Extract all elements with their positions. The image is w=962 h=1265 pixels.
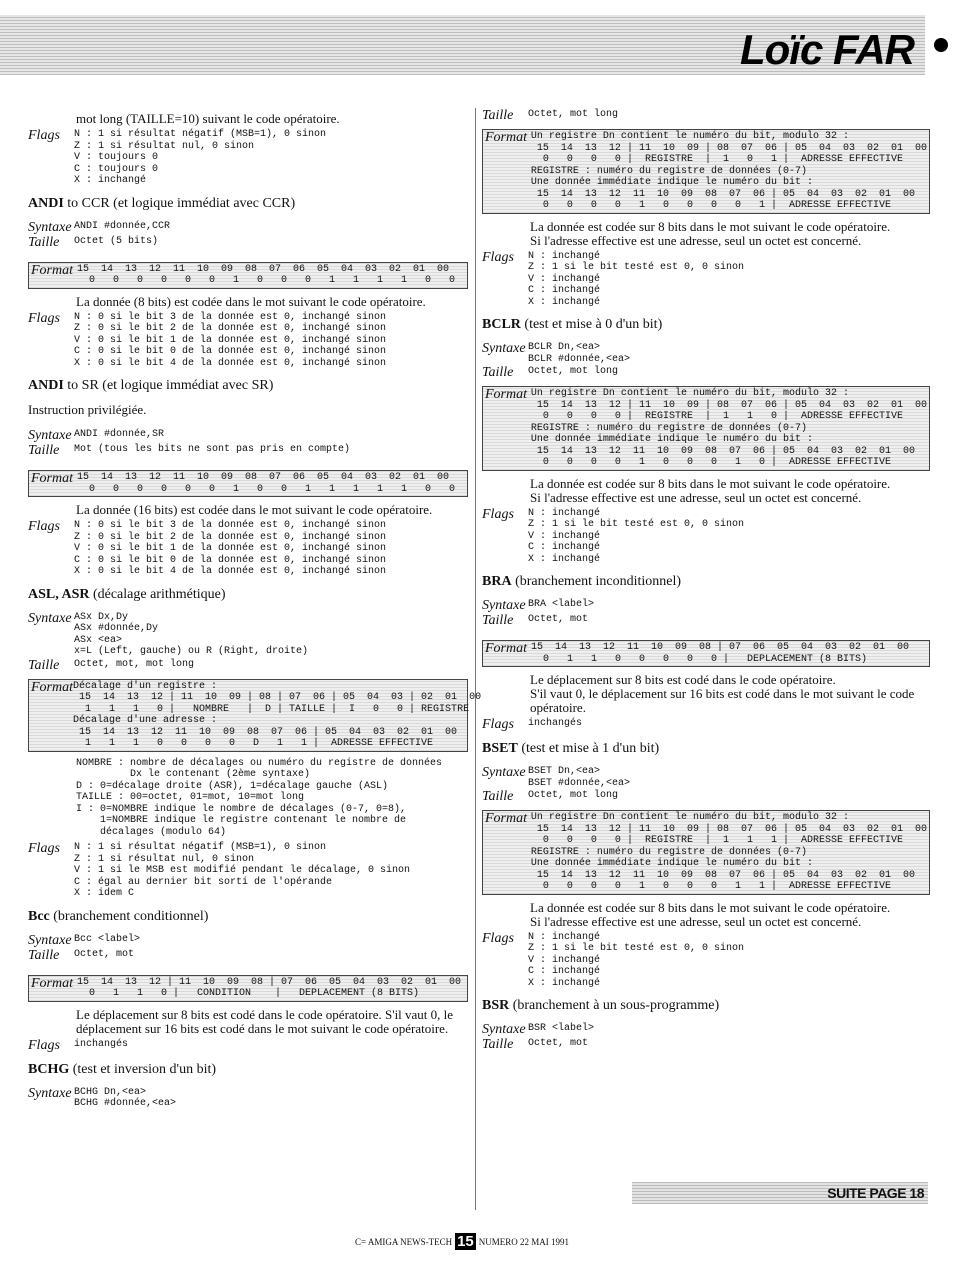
size-text: Octet, mot <box>528 1038 589 1049</box>
instr-name: ANDI <box>28 378 64 393</box>
page-number: 15 <box>457 1233 474 1250</box>
syntax-text: BCLR Dn,<ea> BCLR #donnée,<ea> <box>528 342 631 365</box>
section-andi-sr <box>28 379 468 393</box>
instr-desc: (branchement à un sous-programme) <box>512 998 720 1013</box>
flags-label: Flags <box>28 310 60 326</box>
format-box <box>28 262 468 289</box>
section-bchg <box>28 1063 468 1077</box>
format-grid: Décalage d'un registre : 15 14 13 12 | 11 10 09 | 08 | 07 06 | 05 04 03 | 02 01 00 1 1 1 0 | NOMBRE | D | TAILLE | I 0 0 | REGISTRE Décalage d'une adresse : 15 14 13 12 11 10 09 08 07 06 | 05 04 03 02 01 00 1 1 1 0 0 0 0 D 1 1 | ADRESSE EFFECTIVE <box>73 680 482 749</box>
syntaxe-label: Syntaxe <box>482 341 526 356</box>
instr-desc: to SR (et logique immédiat avec SR) <box>67 378 274 393</box>
column-divider <box>475 108 476 1210</box>
format-grid: 15 14 13 12 11 10 09 08 07 06 05 04 03 02 01 00 0 0 0 0 0 0 1 0 0 0 1 1 1 1 0 0 <box>77 263 456 286</box>
size-text: Octet (5 bits) <box>74 235 159 247</box>
desc-text: La donnée est codée sur 8 bits dans le mot suivant le code opératoire. Si l'adresse effective est une adresse, seul un octet est concerné. <box>530 218 891 248</box>
instr-desc: (branchement inconditionnel) <box>515 574 682 589</box>
desc-text: La donnée (8 bits) est codée dans le mot suivant le code opératoire. <box>76 293 426 309</box>
flags-text: N : inchangé Z : 1 si le bit testé est 0, 0 sinon V : inchangé C : inchangé X : inchangé <box>528 507 745 565</box>
flags-label: Flags <box>28 841 60 856</box>
section-bcc <box>28 910 468 924</box>
section-bset <box>482 742 930 756</box>
syntax-text: ANDI #donnée,SR <box>74 429 165 440</box>
taille-label: Taille <box>28 234 60 250</box>
instr-desc: (test et mise à 0 d'un bit) <box>524 317 663 332</box>
syntax-text: ASx Dx,Dy ASx #donnée,Dy ASx <ea> x=L (Left, gauche) ou R (Right, droite) <box>74 611 309 657</box>
desc-text: La donnée (16 bits) est codée dans le mot suivant le code opératoire. <box>76 502 433 517</box>
format-grid: 15 14 13 12 | 11 10 09 08 | 07 06 05 04 03 02 01 00 0 1 1 0 | CONDITION | DEPLACEMENT (8 BITS) <box>77 976 462 999</box>
size-text: Octet, mot <box>74 948 135 960</box>
syntaxe-label: Syntaxe <box>28 610 72 626</box>
instr-name: BCLR <box>482 317 521 332</box>
bullet-dot-icon <box>934 38 948 52</box>
instr-name: BSR <box>482 998 510 1013</box>
syntaxe-label: Syntaxe <box>28 932 72 948</box>
instr-name: ANDI <box>28 195 64 211</box>
flags-label: Flags <box>482 249 514 265</box>
taille-label: Taille <box>28 947 60 963</box>
format-grid: 15 14 13 12 11 10 09 08 07 06 05 04 03 02 01 00 0 0 0 0 0 0 1 0 0 1 1 1 1 1 0 0 <box>77 472 456 495</box>
section-asl <box>28 588 468 602</box>
format-label: Format <box>485 811 527 826</box>
format-label: Format <box>31 679 73 695</box>
instr-desc: (branchement conditionnel) <box>53 908 209 924</box>
left-column <box>28 108 482 1111</box>
instr-name: ASL, ASR <box>28 586 90 602</box>
syntax-text: ANDI #donnée,CCR <box>74 220 171 232</box>
instr-desc: (test et mise à 1 d'un bit) <box>521 741 660 756</box>
author-name: Loïc FAR <box>739 26 914 73</box>
section-bra <box>482 575 930 589</box>
flags-label: Flags <box>28 519 60 534</box>
size-text: Octet, mot long <box>528 790 619 801</box>
flags-text: inchangés <box>528 718 583 729</box>
suite-page-link[interactable]: SUITE PAGE 18 <box>632 1182 928 1204</box>
desc-text: Le déplacement sur 8 bits est codé dans le code opératoire. S'il vaut 0, le déplacement sur 16 bits est codé dans le mot suivant le code opératoire. <box>530 672 915 715</box>
format-label: Format <box>485 387 527 402</box>
taille-label: Taille <box>482 789 514 804</box>
intro-text: mot long (TAILLE=10) suivant le code opératoire. <box>76 111 340 126</box>
instr-desc: (test et inversion d'un bit) <box>72 1061 217 1077</box>
syntax-text: BSR <label> <box>528 1023 595 1034</box>
format-box <box>482 129 930 214</box>
format-label: Format <box>31 262 73 278</box>
size-text: Mot (tous les bits ne sont pas pris en compte) <box>74 444 351 455</box>
format-label: Format <box>31 471 73 486</box>
format-box <box>28 470 468 497</box>
instr-name: BSET <box>482 741 518 756</box>
taille-label: Taille <box>482 365 514 380</box>
size-text: Octet, mot, mot long <box>74 658 195 670</box>
flags-text: N : inchangé Z : 1 si le bit testé est 0, 0 sinon V : inchangé C : inchangé X : inchangé <box>528 931 745 989</box>
instr-name: BCHG <box>28 1061 70 1077</box>
page-footer <box>355 1233 569 1250</box>
desc-text: Le déplacement sur 8 bits est codé dans le code opératoire. S'il vaut 0, le déplacement sur 16 bits est codé dans le mot suivant le code opératoire. <box>76 1006 454 1036</box>
syntax-text: BCHG Dn,<ea> BCHG #donnée,<ea> <box>74 1086 177 1109</box>
desc-text: La donnée est codée sur 8 bits dans le mot suivant le code opératoire. Si l'adresse effective est une adresse, seul un octet est concerné. <box>530 899 891 929</box>
taille-label: Taille <box>28 443 60 458</box>
footer-issue: NUMERO 22 MAI 1991 <box>478 1236 570 1247</box>
flags-text: N : 1 si résultat négatif (MSB=1), 0 sinon Z : 1 si résultat nul, 0 sinon V : 1 si le MSB est modifié pendant le décalage, 0 sinon C : égal au dernier bit sorti de l'opérande X : idem C <box>74 842 411 899</box>
flags-text: N : inchangé Z : 1 si le bit testé est 0, 0 sinon V : inchangé C : inchangé X : inchangé <box>528 250 745 308</box>
format-grid: Un registre Dn contient le numéro du bit, modulo 32 : 15 14 13 12 | 11 10 09 | 08 07 06 | 05 04 03 02 01 00 0 0 0 0 | REGISTRE | 1 1 0 | ADRESSE EFFECTIVE REGISTRE : numéro du registre de données (0-7) Une donnée immédiate indique le numéro du bit : 15 14 13 12 11 10 09 08 07 06 | 05 04 03 02 01 00 0 0 0 0 1 0 0 0 1 0 | ADRESSE EFFECTIVE <box>530 388 927 468</box>
flags-text: N : 0 si le bit 3 de la donnée est 0, inchangé sinon Z : 0 si le bit 2 de la donnée est 0, inchangé sinon V : 0 si le bit 1 de la donnée est 0, inchangé sinon C : 0 si le bit 0 de la donnée est 0, inchangé sinon X : 0 si le bit 4 de la donnée est 0, inchangé sinon <box>74 520 387 577</box>
format-grid: 15 14 13 12 11 10 09 08 | 07 06 05 04 03 02 01 00 0 1 1 0 0 0 0 0 | DEPLACEMENT (8 BITS) <box>531 642 910 665</box>
priv-text: Instruction privilégiée. <box>28 402 147 417</box>
section-bsr <box>482 999 930 1013</box>
flags-text: N : 0 si le bit 3 de la donnée est 0, inchangé sinon Z : 0 si le bit 2 de la donnée est 0, inchangé sinon V : 0 si le bit 1 de la donnée est 0, inchangé sinon C : 0 si le bit 0 de la donnée est 0, inchangé sinon X : 0 si le bit 4 de la donnée est 0, inchangé sinon <box>74 311 387 369</box>
flags-label: Flags <box>482 506 514 522</box>
size-text: Octet, mot <box>528 614 589 625</box>
notes-text: NOMBRE : nombre de décalages ou numéro du registre de données Dx le contenant (2ème syntaxe) D : 0=décalage droite (ASR), 1=décalage gauche (ASL) TAILLE : 00=octet, 01=mot, 10=mot long I : 0=NOMBRE indique le nombre de décalages (0-7, 0=8), 1=NOMBRE indique le registre contenant le nombre de décalages (modulo 64) <box>76 757 443 838</box>
taille-label: Taille <box>482 1037 514 1052</box>
format-label: Format <box>485 641 527 656</box>
syntax-text: BSET Dn,<ea> BSET #donnée,<ea> <box>528 766 631 789</box>
size-text: Octet, mot long <box>528 366 619 377</box>
syntax-text: BRA <label> <box>528 599 595 610</box>
format-label: Format <box>31 975 73 991</box>
flags-label: Flags <box>28 1037 60 1053</box>
right-column <box>482 108 930 1053</box>
syntaxe-label: Syntaxe <box>28 1085 72 1101</box>
size-text: Octet, mot long <box>528 109 619 120</box>
taille-label: Taille <box>28 657 60 673</box>
format-box <box>28 975 468 1002</box>
syntaxe-label: Syntaxe <box>482 1022 526 1037</box>
syntaxe-label: Syntaxe <box>482 598 526 613</box>
flags-label: Flags <box>482 930 514 946</box>
section-andi-ccr <box>28 197 468 211</box>
intro-flags: N : 1 si résultat négatif (MSB=1), 0 sinon Z : 1 si résultat nul, 0 sinon V : toujours 0 C : toujours 0 X : inchangé <box>74 129 327 186</box>
syntax-text: Bcc <label> <box>74 933 141 945</box>
instr-desc: to CCR (et logique immédiat avec CCR) <box>67 195 296 211</box>
section-bclr <box>482 318 930 332</box>
syntaxe-label: Syntaxe <box>28 219 72 235</box>
flags-label: Flags <box>28 128 60 143</box>
taille-label: Taille <box>482 613 514 628</box>
syntaxe-label: Syntaxe <box>28 428 72 443</box>
format-box <box>482 386 930 471</box>
flags-label: Flags <box>482 717 514 732</box>
taille-label: Taille <box>482 108 514 123</box>
syntaxe-label: Syntaxe <box>482 765 526 780</box>
format-box <box>482 640 930 667</box>
desc-text: La donnée est codée sur 8 bits dans le mot suivant le code opératoire. Si l'adresse effective est une adresse, seul un octet est concerné. <box>530 475 891 505</box>
flags-text: inchangés <box>74 1038 129 1050</box>
footer-magazine: C= AMIGA NEWS-TECH <box>355 1236 453 1247</box>
format-box <box>482 810 930 895</box>
format-box <box>28 679 482 752</box>
instr-name: Bcc <box>28 908 50 924</box>
format-grid: Un registre Dn contient le numéro du bit, modulo 32 : 15 14 13 12 | 11 10 09 | 08 07 06 | 05 04 03 02 01 00 0 0 0 0 | REGISTRE | 1 1 1 | ADRESSE EFFECTIVE REGISTRE : numéro du registre de données (0-7) Une donnée immédiate indique le numéro du bit : 15 14 13 12 11 10 09 08 07 06 | 05 04 03 02 01 00 0 0 0 0 1 0 0 0 1 1 | ADRESSE EFFECTIVE <box>530 812 927 892</box>
format-label: Format <box>485 130 527 145</box>
format-grid: Un registre Dn contient le numéro du bit, modulo 32 : 15 14 13 12 | 11 10 09 | 08 07 06 | 05 04 03 02 01 00 0 0 0 0 | REGISTRE | 1 0 1 | ADRESSE EFFECTIVE REGISTRE : numéro du registre de données (0-7) Une donnée immédiate indique le numéro du bit : 15 14 13 12 11 10 09 08 07 06 | 05 04 03 02 01 00 0 0 0 0 1 0 0 0 0 1 | ADRESSE EFFECTIVE <box>530 131 927 211</box>
instr-desc: (décalage arithmétique) <box>92 586 226 602</box>
instr-name: BRA <box>482 574 512 589</box>
